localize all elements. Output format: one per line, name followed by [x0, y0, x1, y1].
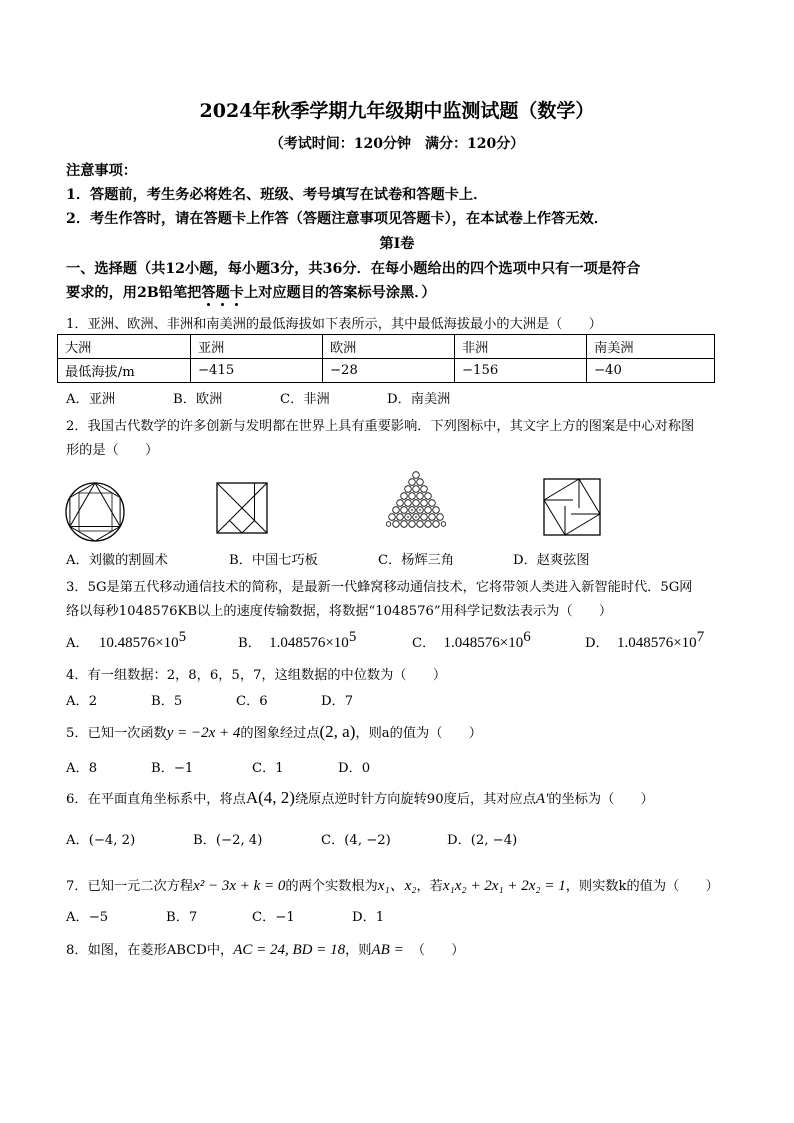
- table-header-row: [58, 335, 715, 359]
- question-2-stem-line2: 形的是（ ）: [66, 443, 159, 458]
- q2-option-a: A．刘徽的割圆术: [66, 553, 168, 568]
- table-row: [58, 359, 715, 383]
- q7-option-b: B．7: [166, 910, 198, 925]
- table-cell: 最低海拔/m: [58, 359, 191, 383]
- q5-option-b: B．−1: [151, 761, 194, 776]
- q3-option-d: D． $1.048576\times 10^7$: [585, 629, 705, 651]
- q3-option-b: B． $1.048576\times 10^5$: [238, 629, 357, 651]
- q6-option-c: C．(4, −2): [321, 833, 391, 848]
- q6-option-a: A．(−4, 2): [66, 833, 136, 848]
- question-6-stem: 6．在平面直角坐标系中，将点A(4, 2)绕原点逆时针方向旋转90度后，其对应点A′的坐标为（ ）: [66, 788, 654, 807]
- table-cell: −28: [323, 359, 455, 383]
- question-1-stem: 1．亚洲、欧洲、非洲和南美洲的最低海拔如下表所示，其中最低海拔最小的大洲是（ ）: [66, 317, 602, 332]
- q3-option-a: A． $10.48576\times 10^5$: [66, 629, 187, 651]
- altitude-table: [57, 334, 715, 383]
- question-7-stem: 7．已知一元二次方程x² − 3x + k = 0的两个实数根为x₁、x₂，若x₁x₂ + 2x₁ + 2x₂ = 1，则实数k的值为（ ）: [66, 878, 719, 894]
- liu-hui-circle-figure: [64, 481, 126, 543]
- table-cell: −40: [587, 359, 715, 383]
- q1-option-d: D．南美洲: [387, 392, 451, 407]
- q1-option-a: A．亚洲: [66, 392, 116, 407]
- q6-option-d: D．(2, −4): [447, 833, 518, 848]
- part-title: 第Ⅰ卷: [379, 236, 415, 252]
- table-cell: 亚洲: [191, 335, 323, 359]
- q7-option-d: D．1: [352, 910, 385, 925]
- page-title: 2024年秋季学期九年级期中监测试题（数学）: [199, 100, 595, 122]
- tangram-figure: [216, 482, 268, 534]
- question-8-stem: 8．如图，在菱形ABCD中，AC = 24, BD = 18，则AB = （ ）: [66, 942, 465, 958]
- table-cell: 大洲: [58, 335, 191, 359]
- note-item: 2．考生作答时，请在答题卡上作答（答题注意事项见答题卡），在本试卷上作答无效．: [66, 211, 608, 227]
- q1-option-c: C．非洲: [280, 392, 330, 407]
- q4-option-c: C．6: [236, 694, 268, 709]
- q1-option-b: B．欧洲: [173, 392, 223, 407]
- section-instructions: 一、选择题（共12小题，每小题3分，共36分．在每小题给出的四个选项中只有一项是符合: [66, 261, 641, 277]
- q3-option-c: C． $1.048576\times 10^6$: [412, 629, 531, 651]
- q5-option-d: D．0: [338, 761, 371, 776]
- table-cell: 非洲: [455, 335, 587, 359]
- yang-hui-triangle-figure: [386, 471, 446, 529]
- q2-option-d: D．赵爽弦图: [513, 553, 590, 568]
- q4-option-a: A．2: [66, 694, 98, 709]
- exam-info: （考试时间：120分钟 满分：120分）: [269, 136, 525, 152]
- question-2-stem: 2．我国古代数学的许多创新与发明都在世界上具有重要影响．下列图标中，其文字上方的图案是中心对称图: [66, 419, 695, 434]
- q5-option-c: C．1: [252, 761, 284, 776]
- note-item: 1．答题前，考生务必将姓名、班级、考号填写在试卷和答题卡上．: [66, 187, 488, 203]
- q4-option-d: D．7: [321, 694, 354, 709]
- table-cell: 欧洲: [323, 335, 455, 359]
- question-4-stem: 4．有一组数据：2，8，6，5，7，这组数据的中位数为（ ）: [66, 668, 447, 683]
- table-cell: −415: [191, 359, 323, 383]
- table-cell: 南美洲: [587, 335, 715, 359]
- q7-option-a: A．−5: [66, 910, 109, 925]
- q2-option-b: B．中国七巧板: [229, 553, 318, 568]
- q6-option-b: B．(−2, 4): [193, 833, 263, 848]
- question-5-stem: 5．已知一次函数y = −2x + 4的图象经过点(2, a)，则a的值为（ ）: [66, 722, 482, 741]
- notes-heading: 注意事项：: [66, 163, 137, 179]
- q7-option-c: C．−1: [252, 910, 295, 925]
- q4-option-b: B．5: [151, 694, 183, 709]
- table-cell: −156: [455, 359, 587, 383]
- zhao-shuang-figure: [543, 478, 601, 536]
- question-3-stem: 3．5G是第五代移动通信技术的简称，是最新一代蜂窝移动通信技术，它将带领人类进入新智能时代．5G网: [66, 580, 693, 595]
- emphasis-answer-card: 答题卡: [201, 285, 244, 301]
- q5-option-a: A．8: [66, 761, 98, 776]
- q2-option-c: C．杨辉三角: [378, 553, 455, 568]
- section-instructions-line2: 要求的，用2B铅笔把答题卡上对应题目的答案标号涂黑．）: [66, 285, 436, 301]
- question-3-stem-line2: 络以每秒1048576KB以上的速度传输数据，将数据“1048576”用科学记数法表示为（ ）: [66, 604, 613, 619]
